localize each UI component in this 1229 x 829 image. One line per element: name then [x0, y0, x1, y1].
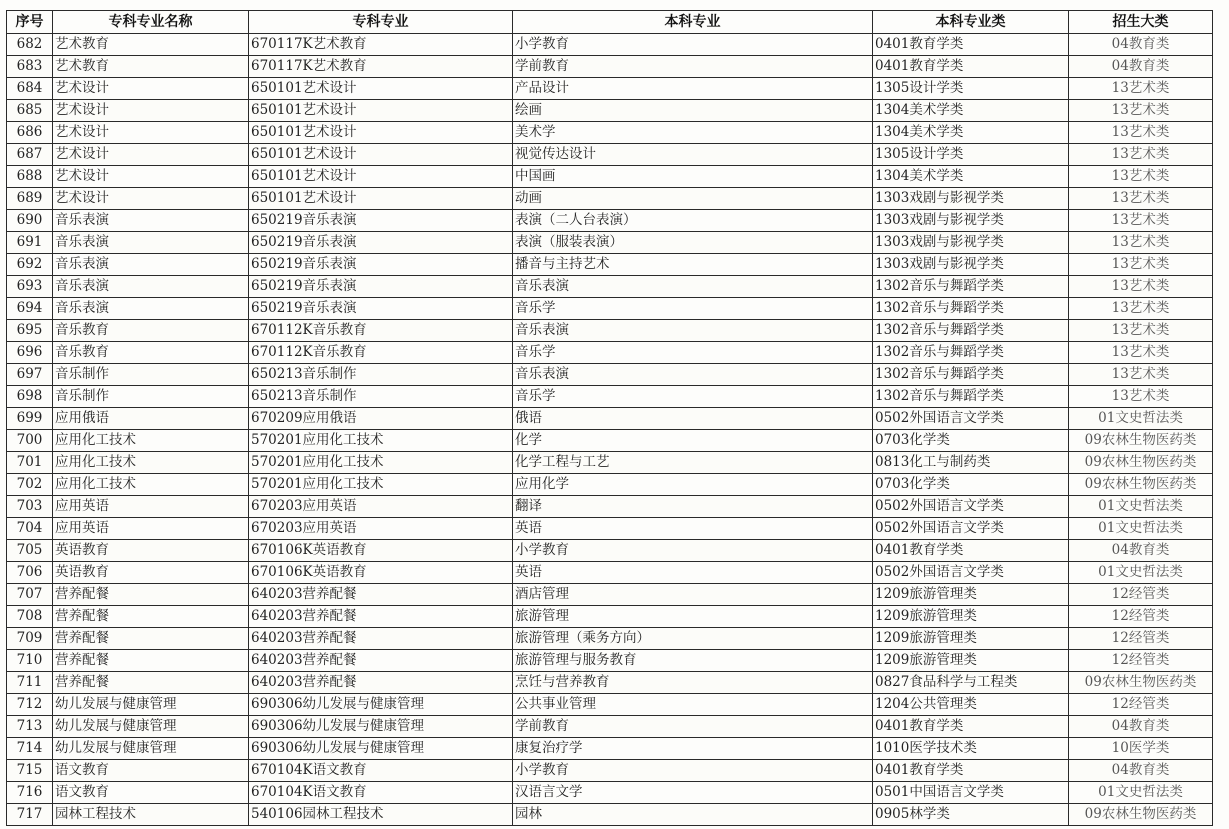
table-row [7, 452, 1213, 474]
cell-associate-major: 670209应用俄语 [249, 408, 513, 430]
header-associate-major: 专科专业 [249, 11, 513, 34]
cell-bachelor-class: 0905林学类 [873, 804, 1069, 826]
cell-category: 09农林生物医药类 [1069, 452, 1213, 474]
cell-bachelor-class: 0827食品科学与工程类 [873, 672, 1069, 694]
cell-category: 10医学类 [1069, 738, 1213, 760]
cell-category: 13艺术类 [1069, 166, 1213, 188]
cell-bachelor-major: 园林 [513, 804, 873, 826]
cell-associate-major: 670104K语文教育 [249, 782, 513, 804]
cell-category: 04教育类 [1069, 760, 1213, 782]
cell-category: 13艺术类 [1069, 276, 1213, 298]
cell-bachelor-major: 化学工程与工艺 [513, 452, 873, 474]
cell-category: 13艺术类 [1069, 210, 1213, 232]
cell-bachelor-major: 表演（二人台表演） [513, 210, 873, 232]
cell-seq: 688 [7, 166, 53, 188]
cell-bachelor-class: 1303戏剧与影视学类 [873, 254, 1069, 276]
cell-seq: 710 [7, 650, 53, 672]
table-row [7, 166, 1213, 188]
cell-bachelor-class: 1204公共管理类 [873, 694, 1069, 716]
header-seq: 序号 [7, 11, 53, 34]
cell-seq: 694 [7, 298, 53, 320]
document-sheet [6, 10, 1213, 826]
cell-bachelor-class: 1209旅游管理类 [873, 606, 1069, 628]
cell-bachelor-class: 0502外国语言文学类 [873, 408, 1069, 430]
cell-bachelor-major: 音乐学 [513, 298, 873, 320]
cell-bachelor-class: 1303戏剧与影视学类 [873, 232, 1069, 254]
cell-bachelor-major: 小学教育 [513, 540, 873, 562]
cell-associate-name: 艺术设计 [53, 144, 249, 166]
cell-bachelor-class: 1304美术学类 [873, 122, 1069, 144]
cell-associate-major: 650219音乐表演 [249, 298, 513, 320]
cell-associate-name: 艺术设计 [53, 166, 249, 188]
cell-seq: 696 [7, 342, 53, 364]
cell-bachelor-major: 学前教育 [513, 716, 873, 738]
cell-associate-major: 650213音乐制作 [249, 364, 513, 386]
cell-associate-major: 670117K艺术教育 [249, 34, 513, 56]
cell-category: 01文史哲法类 [1069, 408, 1213, 430]
cell-associate-major: 690306幼儿发展与健康管理 [249, 694, 513, 716]
header-category: 招生大类 [1069, 11, 1213, 34]
cell-associate-major: 650101艺术设计 [249, 122, 513, 144]
cell-associate-major: 650219音乐表演 [249, 232, 513, 254]
cell-category: 01文史哲法类 [1069, 496, 1213, 518]
cell-associate-name: 音乐制作 [53, 386, 249, 408]
cell-bachelor-major: 俄语 [513, 408, 873, 430]
cell-bachelor-major: 旅游管理与服务教育 [513, 650, 873, 672]
cell-associate-name: 艺术设计 [53, 100, 249, 122]
cell-associate-major: 670203应用英语 [249, 518, 513, 540]
cell-bachelor-major: 汉语言文学 [513, 782, 873, 804]
cell-seq: 706 [7, 562, 53, 584]
cell-bachelor-major: 中国画 [513, 166, 873, 188]
cell-associate-name: 英语教育 [53, 540, 249, 562]
table-row [7, 364, 1213, 386]
cell-bachelor-class: 1010医学技术类 [873, 738, 1069, 760]
cell-seq: 711 [7, 672, 53, 694]
cell-seq: 682 [7, 34, 53, 56]
cell-seq: 701 [7, 452, 53, 474]
cell-category: 04教育类 [1069, 34, 1213, 56]
cell-bachelor-class: 0501中国语言文学类 [873, 782, 1069, 804]
cell-bachelor-major: 音乐学 [513, 386, 873, 408]
cell-associate-name: 园林工程技术 [53, 804, 249, 826]
table-row [7, 122, 1213, 144]
cell-seq: 683 [7, 56, 53, 78]
cell-seq: 690 [7, 210, 53, 232]
cell-associate-major: 670203应用英语 [249, 496, 513, 518]
cell-category: 12经管类 [1069, 584, 1213, 606]
cell-seq: 707 [7, 584, 53, 606]
cell-associate-name: 艺术教育 [53, 34, 249, 56]
table-row [7, 804, 1213, 826]
cell-bachelor-major: 旅游管理（乘务方向） [513, 628, 873, 650]
table-body [7, 34, 1213, 826]
cell-seq: 695 [7, 320, 53, 342]
cell-associate-name: 音乐表演 [53, 298, 249, 320]
table-row [7, 232, 1213, 254]
cell-bachelor-major: 康复治疗学 [513, 738, 873, 760]
cell-category: 13艺术类 [1069, 364, 1213, 386]
cell-associate-major: 640203营养配餐 [249, 628, 513, 650]
cell-associate-name: 营养配餐 [53, 606, 249, 628]
table-row [7, 540, 1213, 562]
cell-seq: 691 [7, 232, 53, 254]
cell-seq: 702 [7, 474, 53, 496]
header-associate-name: 专科专业名称 [53, 11, 249, 34]
cell-seq: 697 [7, 364, 53, 386]
cell-associate-major: 650101艺术设计 [249, 166, 513, 188]
cell-bachelor-major: 视觉传达设计 [513, 144, 873, 166]
cell-bachelor-major: 产品设计 [513, 78, 873, 100]
cell-seq: 709 [7, 628, 53, 650]
cell-associate-name: 语文教育 [53, 782, 249, 804]
cell-seq: 687 [7, 144, 53, 166]
cell-bachelor-class: 1303戏剧与影视学类 [873, 188, 1069, 210]
cell-associate-name: 应用化工技术 [53, 474, 249, 496]
cell-associate-major: 650219音乐表演 [249, 210, 513, 232]
cell-bachelor-class: 1302音乐与舞蹈学类 [873, 320, 1069, 342]
cell-bachelor-major: 音乐学 [513, 342, 873, 364]
cell-bachelor-major: 学前教育 [513, 56, 873, 78]
cell-associate-name: 语文教育 [53, 760, 249, 782]
cell-associate-name: 音乐制作 [53, 364, 249, 386]
cell-bachelor-class: 0401教育学类 [873, 540, 1069, 562]
cell-associate-major: 640203营养配餐 [249, 650, 513, 672]
cell-bachelor-class: 0502外国语言文学类 [873, 496, 1069, 518]
table-row [7, 320, 1213, 342]
cell-bachelor-major: 动画 [513, 188, 873, 210]
cell-category: 09农林生物医药类 [1069, 672, 1213, 694]
cell-category: 04教育类 [1069, 716, 1213, 738]
table-row [7, 606, 1213, 628]
cell-bachelor-class: 0502外国语言文学类 [873, 518, 1069, 540]
cell-category: 12经管类 [1069, 694, 1213, 716]
cell-seq: 698 [7, 386, 53, 408]
cell-category: 13艺术类 [1069, 100, 1213, 122]
cell-bachelor-class: 0401教育学类 [873, 716, 1069, 738]
table-row [7, 342, 1213, 364]
cell-bachelor-class: 1304美术学类 [873, 100, 1069, 122]
cell-associate-name: 应用化工技术 [53, 452, 249, 474]
cell-category: 09农林生物医药类 [1069, 804, 1213, 826]
cell-bachelor-class: 1303戏剧与影视学类 [873, 210, 1069, 232]
cell-associate-name: 营养配餐 [53, 650, 249, 672]
cell-associate-major: 570201应用化工技术 [249, 452, 513, 474]
cell-bachelor-major: 表演（服装表演） [513, 232, 873, 254]
cell-seq: 700 [7, 430, 53, 452]
table-row [7, 100, 1213, 122]
cell-associate-major: 670106K英语教育 [249, 540, 513, 562]
cell-associate-name: 音乐教育 [53, 342, 249, 364]
cell-bachelor-major: 酒店管理 [513, 584, 873, 606]
cell-associate-major: 540106园林工程技术 [249, 804, 513, 826]
cell-associate-major: 650219音乐表演 [249, 254, 513, 276]
cell-associate-major: 570201应用化工技术 [249, 474, 513, 496]
table-row [7, 518, 1213, 540]
cell-associate-name: 音乐教育 [53, 320, 249, 342]
table-row [7, 298, 1213, 320]
table-row [7, 562, 1213, 584]
cell-bachelor-major: 翻译 [513, 496, 873, 518]
cell-bachelor-major: 旅游管理 [513, 606, 873, 628]
cell-seq: 705 [7, 540, 53, 562]
cell-associate-major: 670112K音乐教育 [249, 320, 513, 342]
majors-table [6, 10, 1213, 826]
table-row [7, 210, 1213, 232]
cell-associate-name: 应用化工技术 [53, 430, 249, 452]
table-row [7, 760, 1213, 782]
cell-seq: 712 [7, 694, 53, 716]
cell-associate-name: 音乐表演 [53, 232, 249, 254]
cell-bachelor-class: 1209旅游管理类 [873, 650, 1069, 672]
cell-category: 12经管类 [1069, 606, 1213, 628]
cell-category: 13艺术类 [1069, 342, 1213, 364]
cell-associate-name: 英语教育 [53, 562, 249, 584]
cell-category: 12经管类 [1069, 650, 1213, 672]
cell-associate-major: 670112K音乐教育 [249, 342, 513, 364]
table-row [7, 628, 1213, 650]
table-row [7, 782, 1213, 804]
cell-bachelor-class: 1304美术学类 [873, 166, 1069, 188]
cell-category: 09农林生物医药类 [1069, 430, 1213, 452]
table-row [7, 34, 1213, 56]
cell-seq: 704 [7, 518, 53, 540]
cell-associate-major: 650101艺术设计 [249, 188, 513, 210]
cell-category: 13艺术类 [1069, 298, 1213, 320]
table-row [7, 386, 1213, 408]
cell-seq: 703 [7, 496, 53, 518]
cell-bachelor-class: 1302音乐与舞蹈学类 [873, 342, 1069, 364]
table-row [7, 254, 1213, 276]
cell-seq: 717 [7, 804, 53, 826]
cell-seq: 693 [7, 276, 53, 298]
cell-seq: 715 [7, 760, 53, 782]
table-row [7, 650, 1213, 672]
cell-bachelor-class: 0401教育学类 [873, 34, 1069, 56]
table-row [7, 474, 1213, 496]
table-row [7, 496, 1213, 518]
cell-bachelor-class: 1302音乐与舞蹈学类 [873, 276, 1069, 298]
cell-associate-name: 幼儿发展与健康管理 [53, 694, 249, 716]
cell-bachelor-class: 1209旅游管理类 [873, 584, 1069, 606]
cell-bachelor-class: 0502外国语言文学类 [873, 562, 1069, 584]
table-row [7, 408, 1213, 430]
table-row [7, 716, 1213, 738]
cell-associate-major: 650213音乐制作 [249, 386, 513, 408]
cell-bachelor-major: 音乐表演 [513, 364, 873, 386]
header-row [7, 11, 1213, 34]
cell-bachelor-major: 播音与主持艺术 [513, 254, 873, 276]
cell-seq: 684 [7, 78, 53, 100]
cell-associate-name: 音乐表演 [53, 254, 249, 276]
cell-bachelor-class: 0401教育学类 [873, 760, 1069, 782]
cell-associate-major: 690306幼儿发展与健康管理 [249, 716, 513, 738]
cell-category: 13艺术类 [1069, 144, 1213, 166]
cell-category: 09农林生物医药类 [1069, 474, 1213, 496]
cell-seq: 692 [7, 254, 53, 276]
cell-bachelor-major: 美术学 [513, 122, 873, 144]
cell-associate-name: 艺术设计 [53, 188, 249, 210]
cell-bachelor-class: 1302音乐与舞蹈学类 [873, 386, 1069, 408]
cell-bachelor-class: 1305设计学类 [873, 78, 1069, 100]
cell-category: 12经管类 [1069, 628, 1213, 650]
cell-bachelor-major: 烹饪与营养教育 [513, 672, 873, 694]
cell-associate-major: 670104K语文教育 [249, 760, 513, 782]
cell-associate-major: 570201应用化工技术 [249, 430, 513, 452]
header-bachelor-class: 本科专业类 [873, 11, 1069, 34]
cell-associate-major: 650101艺术设计 [249, 78, 513, 100]
cell-category: 01文史哲法类 [1069, 518, 1213, 540]
table-row [7, 188, 1213, 210]
cell-bachelor-major: 英语 [513, 562, 873, 584]
cell-category: 13艺术类 [1069, 386, 1213, 408]
cell-bachelor-major: 小学教育 [513, 760, 873, 782]
cell-associate-major: 650101艺术设计 [249, 100, 513, 122]
cell-associate-major: 640203营养配餐 [249, 672, 513, 694]
cell-seq: 686 [7, 122, 53, 144]
cell-bachelor-class: 0813化工与制药类 [873, 452, 1069, 474]
table-row [7, 672, 1213, 694]
cell-bachelor-major: 音乐表演 [513, 320, 873, 342]
cell-associate-major: 650101艺术设计 [249, 144, 513, 166]
cell-bachelor-class: 1302音乐与舞蹈学类 [873, 298, 1069, 320]
cell-associate-name: 音乐表演 [53, 210, 249, 232]
cell-bachelor-major: 应用化学 [513, 474, 873, 496]
cell-associate-name: 营养配餐 [53, 628, 249, 650]
cell-seq: 713 [7, 716, 53, 738]
cell-associate-name: 幼儿发展与健康管理 [53, 738, 249, 760]
cell-associate-major: 640203营养配餐 [249, 584, 513, 606]
cell-category: 13艺术类 [1069, 78, 1213, 100]
cell-associate-name: 艺术设计 [53, 78, 249, 100]
cell-associate-major: 670106K英语教育 [249, 562, 513, 584]
cell-seq: 699 [7, 408, 53, 430]
cell-seq: 685 [7, 100, 53, 122]
table-row [7, 144, 1213, 166]
cell-associate-major: 650219音乐表演 [249, 276, 513, 298]
cell-bachelor-major: 英语 [513, 518, 873, 540]
table-row [7, 430, 1213, 452]
cell-category: 01文史哲法类 [1069, 562, 1213, 584]
table-row [7, 584, 1213, 606]
table-row [7, 276, 1213, 298]
cell-seq: 716 [7, 782, 53, 804]
cell-associate-name: 艺术设计 [53, 122, 249, 144]
cell-bachelor-major: 化学 [513, 430, 873, 452]
cell-category: 13艺术类 [1069, 232, 1213, 254]
cell-associate-name: 艺术教育 [53, 56, 249, 78]
cell-seq: 689 [7, 188, 53, 210]
cell-bachelor-class: 0401教育学类 [873, 56, 1069, 78]
cell-category: 13艺术类 [1069, 122, 1213, 144]
cell-associate-name: 应用英语 [53, 518, 249, 540]
cell-associate-name: 音乐表演 [53, 276, 249, 298]
cell-associate-name: 幼儿发展与健康管理 [53, 716, 249, 738]
cell-bachelor-major: 音乐表演 [513, 276, 873, 298]
cell-bachelor-class: 1302音乐与舞蹈学类 [873, 364, 1069, 386]
table-row [7, 56, 1213, 78]
cell-bachelor-class: 0703化学类 [873, 474, 1069, 496]
cell-associate-major: 670117K艺术教育 [249, 56, 513, 78]
cell-category: 01文史哲法类 [1069, 782, 1213, 804]
table-row [7, 738, 1213, 760]
table-row [7, 78, 1213, 100]
table-row [7, 694, 1213, 716]
cell-associate-name: 应用英语 [53, 496, 249, 518]
cell-category: 04教育类 [1069, 540, 1213, 562]
cell-category: 13艺术类 [1069, 320, 1213, 342]
cell-seq: 708 [7, 606, 53, 628]
cell-bachelor-major: 绘画 [513, 100, 873, 122]
header-bachelor-major: 本科专业 [513, 11, 873, 34]
cell-category: 04教育类 [1069, 56, 1213, 78]
cell-bachelor-class: 0703化学类 [873, 430, 1069, 452]
cell-bachelor-major: 小学教育 [513, 34, 873, 56]
cell-associate-major: 640203营养配餐 [249, 606, 513, 628]
cell-category: 13艺术类 [1069, 188, 1213, 210]
cell-seq: 714 [7, 738, 53, 760]
cell-bachelor-class: 1209旅游管理类 [873, 628, 1069, 650]
cell-category: 13艺术类 [1069, 254, 1213, 276]
cell-associate-name: 营养配餐 [53, 672, 249, 694]
cell-bachelor-major: 公共事业管理 [513, 694, 873, 716]
cell-associate-major: 690306幼儿发展与健康管理 [249, 738, 513, 760]
cell-bachelor-class: 1305设计学类 [873, 144, 1069, 166]
cell-associate-name: 营养配餐 [53, 584, 249, 606]
cell-associate-name: 应用俄语 [53, 408, 249, 430]
